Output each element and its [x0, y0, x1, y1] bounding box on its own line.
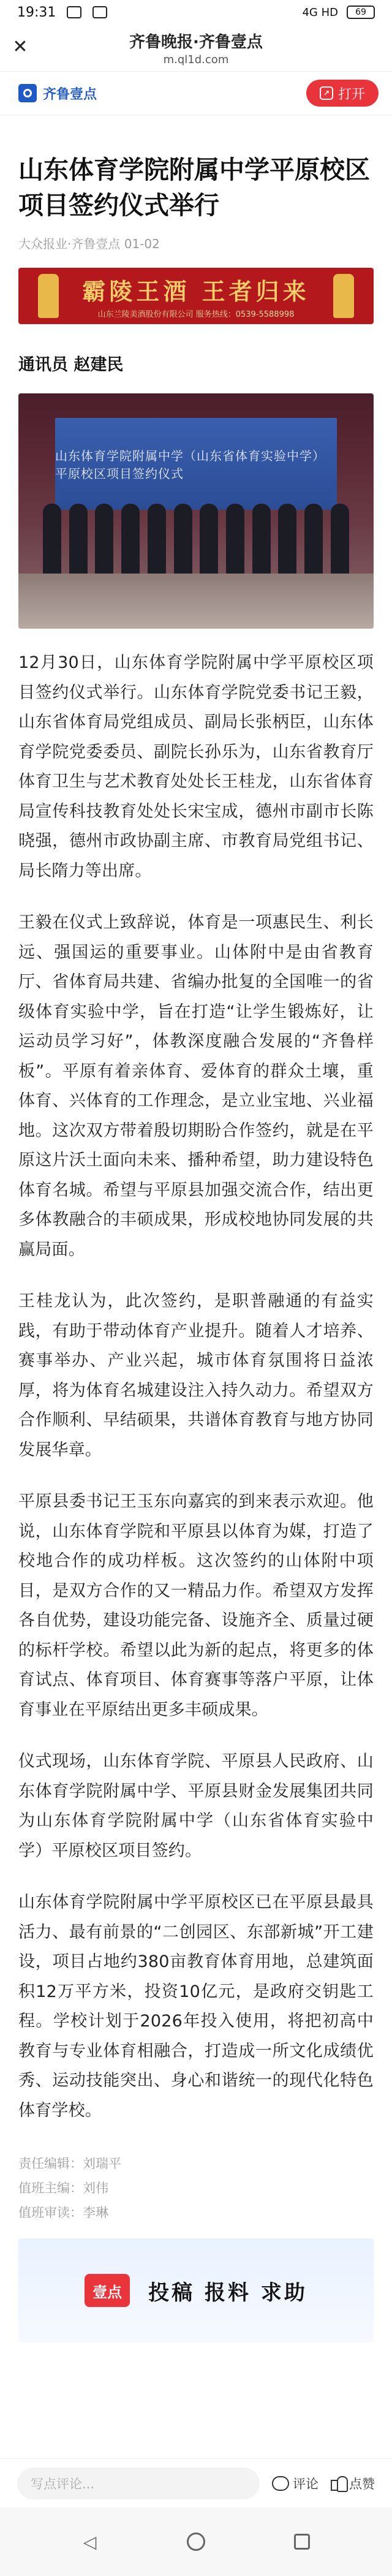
person [278, 504, 296, 577]
article-paragraph: 山东体育学院附属中学平原校区已在平原县最具活力、最有前景的“二创园区、东部新城”开工建设，项目占地约380亩教育体育用地，总建筑面积12万平方米，投资10亿元，是政府交钥匙工程。学校计划于2026年投入使用，将把初高中教育与专业体育相融合，打造成一所文化成绩优秀、运动技能突出、身心和谐统一的现代化特色体育学校。 [18, 1893, 374, 2120]
open-app-button[interactable] [306, 80, 379, 107]
advertisement-banner[interactable] [18, 268, 374, 324]
article-meta: 大众报业·齐鲁壹点 01-02 [18, 237, 160, 251]
home-icon[interactable] [178, 2532, 214, 2551]
person [331, 504, 349, 577]
article-paragraph: 王桂龙认为，此次签约，是职普融通的有益实践，有助于带动体育产业提升。随着人才培养、赛事举办、产业兴起，城市体育氛围将日益浓厚，将为体育名城建设注入持久动力。希望双方合作顺利、早结硕果，共谱体育教育与地方协同发展华章。 [18, 1292, 374, 1460]
battery-icon [347, 6, 375, 19]
person [252, 504, 271, 577]
like-label: 点赞 [349, 2476, 375, 2491]
article-paragraph: 仪式现场，山东体育学院、平原县人民政府、山东体育学院附属中学、平原县财金发展集团共同为山东体育学院附属中学（山东省体育实验中学）平原校区项目签约。 [18, 1752, 374, 1860]
editor-line: 责任编辑：刘瑞平 [18, 2156, 121, 2171]
open-app-label: 打开 [337, 86, 365, 102]
bottom-action-bar [0, 2458, 392, 2507]
app-logo[interactable] [18, 84, 97, 103]
open-app-icon: ↗ [320, 86, 333, 100]
editor-line: 值班主编：刘伟 [18, 2181, 108, 2195]
app-banner [0, 71, 392, 115]
page-title: 齐鲁晚报·齐鲁壹点 [129, 33, 263, 51]
person [95, 504, 113, 577]
photo-people [43, 498, 349, 577]
status-right [302, 6, 375, 19]
editor-credits [18, 2151, 374, 2225]
photo-backdrop-text: 山东体育学院附属中学（山东省体育实验中学）平原校区项目签约仪式 [55, 449, 325, 481]
system-nav-bar [0, 2507, 392, 2576]
photo-table [18, 574, 374, 629]
page-url: m.ql1d.com [163, 53, 229, 66]
article-paragraph: 平原县委书记王玉东向嘉宾的到来表示欢迎。他说，山东体育学院和平原县以体育为媒，打造了校地合作的成功样板。这次签约的山体附中项目，是双方合作的又一精品力作。希望双方发挥各自优势，建设功能完备、设施齐全、质量过硬的标杆学校。希望以此为新的起点，将更多的体育试点、体育项目、体育赛事等落户平原，让体育事业在平原结出更多丰硕成果。 [18, 1492, 374, 1719]
comment-input[interactable]: 写点评论... [17, 2468, 260, 2499]
ad-main-text: 霸陵王酒 王者归来 [82, 278, 310, 305]
ad-sub-text: 山东兰陵美酒股份有限公司 服务热线：0539-5588998 [97, 310, 295, 319]
close-icon[interactable]: ✕ [12, 36, 28, 58]
ad-text [82, 273, 309, 319]
promo-logo: 壹点 [85, 2274, 130, 2307]
notification-icon [67, 6, 81, 18]
back-icon[interactable]: ◁ [83, 2531, 97, 2552]
comment-icon [272, 2476, 289, 2491]
status-bar [0, 0, 392, 25]
comment-button[interactable] [272, 2474, 318, 2493]
thumbs-up-icon [331, 2476, 345, 2491]
like-button[interactable] [331, 2474, 375, 2493]
logo-icon [18, 84, 37, 102]
battery-level: 69 [355, 7, 366, 17]
person [174, 504, 192, 577]
reporter-line: 通讯员 赵建民 [18, 355, 124, 374]
person [69, 504, 88, 577]
status-left [17, 5, 107, 20]
article [0, 152, 392, 2343]
status-time: 19:31 [17, 4, 56, 20]
article-title: 山东体育学院附属中学平原校区项目签约仪式举行 [18, 155, 370, 220]
browser-title-bar [0, 25, 392, 71]
app-logo-text: 齐鲁壹点 [43, 86, 97, 102]
editor-line: 值班审读：李琳 [18, 2205, 108, 2220]
event-photo[interactable] [18, 393, 374, 629]
bottle-icon [333, 274, 354, 318]
person [200, 504, 218, 577]
article-paragraph: 王毅在仪式上致辞说，体育是一项惠民生、利长远、强国运的重要事业。山体附中是由省教育厅、省体育局共建、省编办批复的全国唯一的省级体育实验中学，旨在打造“让学生锻炼好，让运动员学习好”，体教深度融合发展的“齐鲁样板”。平原有着亲体育、爱体育的群众土壤，重体育、兴体育的工作理念，是立业宝地、兴业福地。这次双方带着殷切期盼合作签约，就是在平原这片沃土面向未来、播种希望，助力建设特色体育名城。希望与平原县加强交流合作，结出更多体教融合的丰硕成果，形成校地协同发展的共赢局面。 [18, 913, 374, 1259]
person [226, 504, 244, 577]
bottle-icon [38, 274, 59, 318]
person [43, 504, 61, 577]
recent-apps-icon[interactable] [284, 2534, 320, 2550]
article-paragraph: 12月30日，山东体育学院附属中学平原校区项目签约仪式举行。山东体育学院党委书记王毅，山东省体育局党组成员、副局长张柄臣，山东体育学院党委委员、副院长孙乐为，山东省教育厅体育卫生与艺术教育处处长王桂龙，山东省体育局宣传科技教育处处长宋宝成，德州市副市长陈晓强，德州市政协副主席、市教育局党组书记、局长隋力等出席。 [18, 653, 374, 881]
person [148, 504, 166, 577]
comment-label: 评论 [293, 2476, 318, 2491]
app-icon [92, 6, 107, 18]
person [121, 504, 140, 577]
page-titles [0, 29, 392, 66]
photo-backdrop-screen [55, 418, 337, 510]
network-indicator: 4G HD [302, 6, 338, 19]
submit-promo-banner[interactable] [18, 2238, 374, 2343]
person [304, 504, 323, 577]
promo-text: 投稿 报料 求助 [148, 2280, 307, 2305]
